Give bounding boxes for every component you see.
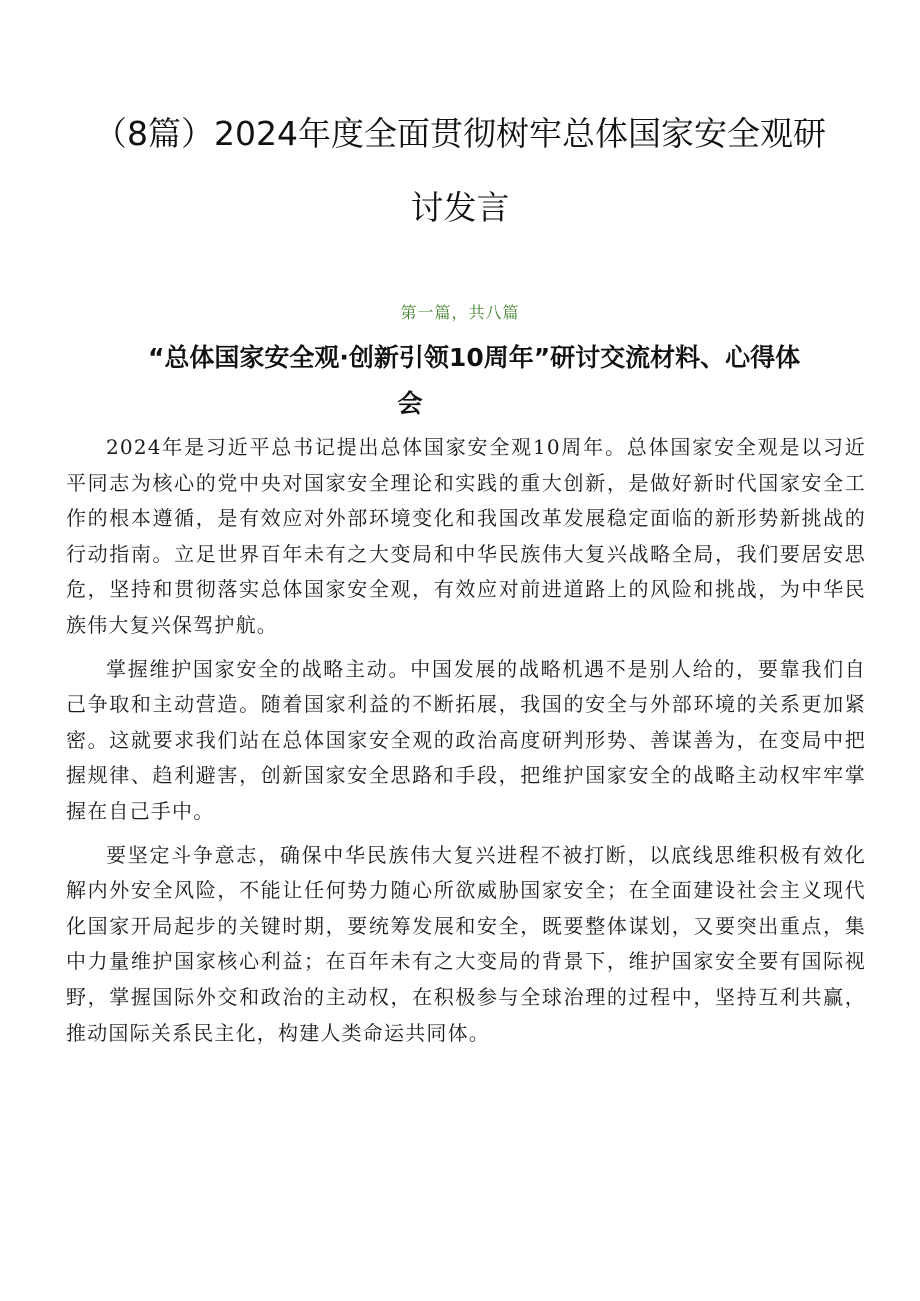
article-body — [66, 430, 866, 1051]
part-label: 第一篇，共八篇 — [400, 303, 520, 322]
article-title-line-1: “总体国家安全观·创新引领10周年”研讨交流材料、心得体 — [148, 343, 801, 372]
paragraph-2: 掌握维护国家安全的战略主动。中国发展的战略机遇不是别人给的，要靠我们自己争取和主动营造。随着国家利益的不断拓展，我国的安全与外部环境的关系更加紧密。这就要求我们站在总体国家安全观的政治高度研判形势、善谋善为，在变局中把握规律、趋利避害，创新国家安全思路和手段，把维护国家安全的战略主动权牢牢掌握在自己手中。 — [66, 656, 866, 823]
paragraph-3: 要坚定斗争意志，确保中华民族伟大复兴进程不被打断，以底线思维积极有效化解内外安全风险，不能让任何势力随心所欲威胁国家安全；在全面建设社会主义现代化国家开局起步的关键时期，要统筹发展和安全，既要整体谋划，又要突出重点，集中力量维护国家核心利益；在百年未有之大变局的背景下，维护国家安全要有国际视野，掌握国际外交和政治的主动权，在积极参与全球治理的过程中，坚持互利共赢，推动国际关系民主化，构建人类命运共同体。 — [66, 842, 866, 1045]
document-title-line-1: （8篇）2024年度全面贯彻树牢总体国家安全观研 — [94, 114, 826, 153]
document-title-line-2: 讨发言 — [410, 188, 510, 227]
paragraph-1: 2024年是习近平总书记提出总体国家安全观10周年。总体国家安全观是以习近平同志为核心的党中央对国家安全理论和实践的重大创新，是做好新时代国家安全工作的根本遵循，是有效应对外部环境变化和我国改革发展稳定面临的新形势新挑战的行动指南。立足世界百年未有之大变局和中华民族伟大复兴战略全局，我们要居安思危，坚持和贯彻落实总体国家安全观，有效应对前进道路上的风险和挑战，为中华民族伟大复兴保驾护航。 — [66, 435, 866, 637]
article-title-line-2: 会 — [397, 389, 423, 418]
